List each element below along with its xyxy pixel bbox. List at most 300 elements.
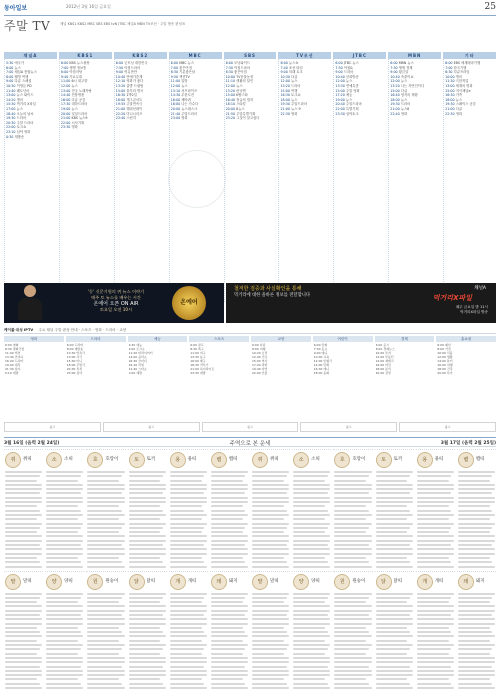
cable-column-header: 홈쇼핑 (436, 336, 496, 342)
fortune-entry (210, 449, 249, 568)
channel-header: MBN (388, 52, 441, 59)
fortune-entry (128, 571, 167, 690)
program-time: 8:30 (170, 70, 179, 75)
fortune-date-left: 3월 16일 (음력 2월 24일) (4, 441, 60, 446)
program-title: 런닝맨 (236, 88, 246, 93)
zodiac-animal-icon: 말 (252, 574, 268, 590)
program-time: 22:00 (60, 120, 71, 125)
zodiac-name: 토끼 (393, 457, 403, 462)
cable-schedule (128, 342, 188, 422)
cable-schedule (375, 342, 435, 422)
program-title: 시사기획 (71, 120, 85, 125)
channel-header: KBS2 (114, 52, 167, 59)
program-title: 대하드라마 (71, 102, 88, 107)
zodiac-animal-icon: 쥐 (252, 452, 268, 468)
cable-program-row: 20:00 특가 (437, 371, 453, 375)
zodiac-animal-icon: 토 (376, 452, 392, 468)
cable-column-header: 예능 (128, 336, 188, 342)
fortune-entry (251, 571, 290, 690)
program-title: 1박2일 (126, 93, 137, 98)
presenter-figure (18, 285, 42, 321)
fortune-text-block (129, 593, 166, 690)
program-time: 15:00 (335, 88, 345, 93)
program-time: 19:55 (115, 102, 126, 107)
channel-column (4, 52, 57, 302)
fortune-entry (375, 449, 414, 568)
fortune-grid (4, 449, 496, 689)
zodiac-name: 말띠 (23, 578, 32, 584)
cable-column-header: 어린이 (313, 336, 373, 342)
program-title: 연예가중계 (126, 74, 143, 79)
xfile-ad-headline: 철저한 검증과 사실확인을 통해 (234, 286, 302, 292)
cable-column (251, 336, 311, 422)
channel-header: JTBC (333, 52, 386, 59)
cable-program-row: 16:20 드라마 (5, 359, 24, 363)
cable-program-row: 19:00 대작 (5, 363, 21, 367)
program-title: 뉴스 (16, 106, 23, 111)
cable-column-header: 스포츠 (189, 336, 249, 342)
program-time: 7:30 (335, 65, 343, 70)
channel-a-tag: 채널A (474, 286, 486, 291)
fortune-text-block (252, 593, 289, 690)
fortune-entry (292, 571, 331, 690)
program-title: 뉴스 (291, 79, 298, 84)
program-title: 다큐 (455, 106, 463, 111)
program-row (6, 135, 56, 140)
program-title: K팝스타 (236, 93, 248, 98)
program-time: 13:10 (170, 88, 181, 93)
channel-schedule (114, 59, 167, 302)
program-title: 기분좋은날 (179, 70, 196, 75)
program-time: 23:30 (335, 111, 345, 116)
program-title: 웰빙 여행 (14, 74, 29, 79)
cable-program-row: 22:00 인물 (252, 371, 268, 375)
fortune-text-block (293, 471, 330, 568)
zodiac-name: 뱀띠 (475, 457, 485, 462)
program-title: 뉴스쇼 (288, 61, 299, 65)
cable-program-row: 16:00 마감 (375, 363, 391, 367)
fortune-text-block (417, 471, 454, 568)
program-title: 다큐 (291, 74, 298, 79)
cable-program-row: 23:00 심야 (66, 371, 83, 375)
fortune-text-block (376, 471, 413, 568)
zodiac-animal-icon: 양 (46, 574, 62, 590)
zodiac-name: 뱀띠 (228, 457, 238, 462)
program-title: 생생 정보통 (69, 65, 87, 70)
program-title: 뉴스 9 (291, 106, 301, 111)
program-row (226, 116, 276, 121)
cable-column (66, 336, 126, 422)
cable-grid (4, 336, 496, 422)
program-title: 예능 (345, 93, 353, 98)
issue-date: 2012년 3월 16일 금요일 (66, 4, 111, 9)
cable-program-row: 13:30 농구 (190, 355, 206, 359)
program-time: 6:00 (335, 61, 343, 65)
channel-schedule (278, 59, 331, 302)
program-time: 13:20 (115, 83, 126, 88)
program-time: 10:30 (6, 83, 16, 88)
cable-program-row: 6:00 패션 (437, 343, 451, 347)
program-title: 드라마 (400, 102, 411, 107)
channel-column (443, 52, 496, 302)
program-row (335, 112, 385, 117)
channel-schedule (443, 59, 496, 302)
zodiac-animal-icon: 개 (170, 574, 186, 590)
program-time: 13:20 (280, 83, 290, 88)
program-time: 19:30 (390, 102, 400, 107)
cable-program-row: 16:30 애니 (313, 367, 330, 371)
program-title: 이영돈 PD (16, 83, 32, 88)
program-title: 뉴스 (455, 97, 463, 102)
cable-program-row: 9:00 토크쇼 (128, 347, 145, 351)
program-title: 무한도전 (181, 93, 194, 98)
program-title: 다큐프라임 (453, 70, 470, 75)
program-time: 6:00 (445, 61, 453, 65)
cable-program-row: 12:00 부동산 (375, 355, 394, 359)
cable-schedule (4, 342, 64, 422)
program-time: 21:00 (115, 106, 126, 111)
program-time: 7:00 (60, 65, 69, 70)
cable-program-row: 18:00 분석 (375, 367, 391, 371)
program-title: 나는 자연인이다 (400, 83, 425, 88)
program-time: 12:10 (115, 79, 126, 84)
channel-column (278, 52, 331, 302)
program-time: 22:00 (335, 106, 345, 111)
program-title: 정글의 법칙 (236, 97, 254, 102)
program-time: 15:00 (445, 88, 455, 93)
cable-column-header: 교양 (251, 336, 311, 342)
cable-program-row: 13:40 코미디 (5, 355, 24, 359)
fortune-text-block (211, 471, 248, 568)
program-title: 아침마당 (69, 70, 83, 75)
program-time: 18:10 (225, 102, 236, 107)
fortune-entry (4, 571, 43, 690)
program-time: 8:00 (60, 70, 69, 75)
zodiac-animal-icon: 호 (334, 452, 350, 468)
program-time: 6:00 (60, 61, 69, 65)
program-time: 11:40 (6, 88, 16, 93)
program-time: 11:30 (445, 79, 455, 84)
program-title: MBC 뉴스 (179, 61, 194, 65)
cable-program-row: 0:00 재방 (128, 371, 142, 375)
fortune-entry (333, 571, 372, 690)
program-time: 10:00 (445, 74, 455, 79)
channel-schedule (224, 59, 277, 302)
fortune-text-block (170, 471, 207, 568)
fortune-entry (86, 571, 125, 690)
program-title: 서프라이즈 (181, 88, 198, 93)
program-title: 개그콘서트 (126, 97, 143, 102)
cable-program-row: 10:00 투자 (375, 351, 391, 355)
program-row (280, 112, 330, 117)
program-time: 20:00 (225, 106, 236, 111)
cable-column (436, 336, 496, 422)
program-time: 18:00 (170, 102, 181, 107)
fortune-text-block (5, 471, 42, 568)
zodiac-animal-icon: 양 (293, 574, 309, 590)
channel-column (224, 52, 277, 302)
channel-strip: 채널 KBS1 KBS2 MBC SBS EBS tvN JTBC 채널A MBN TV조선 · 주말 방송 편성표 (60, 22, 186, 26)
fortune-text-block (334, 471, 371, 568)
program-time: 11:00 (170, 79, 181, 84)
zodiac-animal-icon: 뱀 (458, 452, 474, 468)
program-title: 아침드라마 (234, 65, 250, 70)
zodiac-animal-icon: 뱀 (211, 452, 227, 468)
program-title: 영화 (291, 111, 298, 116)
cable-program-row: 12:00 생활 (437, 355, 453, 359)
program-time: 6:00 (390, 61, 398, 65)
program-time: 22:00 (6, 125, 16, 130)
cable-column-header: 드라마 (66, 336, 126, 342)
cable-program-row: 15:00 역사 (252, 359, 268, 363)
program-title: 드라마 (291, 83, 301, 88)
program-time: 9:00 (280, 70, 288, 75)
small-ad[interactable]: 광고 (300, 422, 397, 432)
program-row (61, 125, 111, 130)
program-title: 스펀지 (126, 116, 136, 121)
program-time: 9:40 (60, 74, 69, 79)
program-time: 21:00 (445, 106, 455, 111)
program-title: 뉴스 (345, 97, 353, 102)
program-time: 17:20 (335, 93, 345, 98)
program-title: 여행 (291, 88, 298, 93)
program-time: 9:00 (115, 70, 124, 75)
cable-program-row: 19:10 리얼 (128, 363, 144, 367)
cable-program-row: 23:30 재방 (190, 371, 206, 375)
zodiac-name: 양띠 (64, 578, 73, 584)
cable-column (313, 336, 373, 422)
program-title: 뉴스 (400, 97, 408, 102)
program-title: 전국 노래자랑 (71, 88, 92, 93)
program-time: 10:30 (280, 74, 290, 79)
program-time: 12:00 (335, 79, 345, 84)
program-time: 12:00 (60, 83, 71, 88)
program-title: 속풀이쇼 (400, 74, 414, 79)
program-title: 일일드라마 (71, 111, 88, 116)
program-time: 7:00 (170, 65, 179, 70)
zodiac-animal-icon: 소 (293, 452, 309, 468)
zodiac-name: 용띠 (434, 457, 444, 462)
program-time: 13:00 (60, 88, 71, 93)
cable-column (128, 336, 188, 422)
program-time: 16:00 (170, 97, 181, 102)
zodiac-animal-icon: 토 (129, 452, 145, 468)
fortune-entry (457, 571, 496, 690)
cable-program-row: 6:00 증시 (375, 343, 389, 347)
program-time: 22:30 (445, 111, 455, 116)
program-time: 0:30 (6, 134, 14, 139)
cable-section-text: 주요 채널 주말 편성 안내 · 스포츠 · 영화 · 드라마 · 교양 (38, 328, 127, 332)
program-time: 19:30 (445, 102, 455, 107)
fortune-entry (169, 571, 208, 690)
program-time: 13:30 (335, 83, 345, 88)
cable-program-row: 8:00 가전 (437, 347, 451, 351)
program-title: 심야 영화 (16, 129, 31, 134)
cable-program-row: 21:00 하이라이트 (190, 367, 215, 371)
zodiac-name: 돼지 (475, 578, 485, 584)
program-title: 영화 (400, 111, 408, 116)
cable-program-row: 9:00 애니 (313, 351, 328, 355)
fortune-text-block (334, 593, 371, 690)
program-time: 5:30 (6, 61, 14, 65)
zodiac-animal-icon: 말 (5, 574, 21, 590)
program-time: 22:30 (280, 111, 290, 116)
cable-program-row: 18:00 주말극 (66, 363, 86, 367)
fortune-entry (86, 449, 125, 568)
program-time: 8:30 (445, 70, 453, 75)
program-time: 17:30 (60, 102, 71, 107)
cable-program-row: 11:20 버라이어티 (128, 351, 153, 355)
program-title: MBN 뉴스 (398, 61, 414, 65)
xfile-note-2: 먹거리X파일 방송 (460, 310, 488, 314)
cable-program-row: 18:00 건강 (437, 367, 453, 371)
program-time: 15:00 (225, 93, 236, 98)
channel-grid (4, 52, 496, 302)
zodiac-animal-icon: 호 (87, 452, 103, 468)
onair-logo: 온에어 (172, 286, 206, 320)
fortune-title: 주역으로 본 운세 (229, 441, 271, 447)
fortune-entry (292, 449, 331, 568)
program-title: 드라마 (16, 116, 27, 121)
channel-schedule (4, 59, 57, 302)
section-title: 주말 TV (4, 19, 51, 33)
program-title: 주말 드라마 (16, 120, 34, 125)
program-title: 다큐 스페셜 (14, 79, 32, 84)
food-xfile-advertisement[interactable] (226, 283, 496, 323)
fortune-text-block (458, 471, 495, 568)
small-ad[interactable]: 광고 (202, 422, 299, 432)
program-time: 6:00 (115, 61, 124, 65)
channel-schedule (388, 59, 441, 302)
program-time: 18:00 (280, 97, 290, 102)
channel-header: KBS1 (59, 52, 112, 59)
fortune-header (4, 437, 496, 447)
program-title: 불후의 명곡 (126, 88, 144, 93)
small-ad[interactable]: 광고 (103, 422, 200, 432)
fortune-text-block (5, 593, 42, 690)
cable-program-row: 10:20 요리 (252, 351, 268, 355)
program-title: 8뉴스 (236, 106, 245, 111)
program-title: 출발 드림팀 (126, 83, 144, 88)
fortune-text-block (170, 593, 207, 690)
cable-program-row: 6:00 드라마 (66, 343, 84, 347)
program-title: 명의 (16, 97, 23, 102)
program-title: 주말특별기획 (236, 111, 256, 116)
program-title: 영화가 좋다 (126, 79, 144, 84)
program-title: 좋은아침 (179, 65, 192, 70)
program-time: 21:40 (170, 111, 181, 116)
fortune-text-block (87, 471, 124, 568)
program-title: 미래 토크 (288, 70, 303, 75)
zodiac-name: 개띠 (434, 578, 444, 584)
program-time: 18:40 (6, 111, 16, 116)
program-time: 20:40 (335, 102, 345, 107)
program-time: 6:00 (6, 65, 14, 70)
cable-schedule (66, 342, 126, 422)
onair-ad-line3: 온에어 오픈 ON AIR (93, 301, 139, 307)
fortune-entry (169, 449, 208, 568)
cable-column (4, 336, 64, 422)
zodiac-animal-icon: 돼 (211, 574, 227, 590)
channel-column (333, 52, 386, 302)
fortune-entry (210, 571, 249, 690)
program-title: 뉴스 (345, 79, 353, 84)
page-number: 25 (484, 2, 496, 12)
program-time: 18:00 (390, 97, 400, 102)
newspaper-brand: 동아일보 (4, 5, 28, 12)
fortune-entry (251, 449, 290, 568)
zodiac-animal-icon: 개 (417, 574, 433, 590)
zodiac-name: 호랑이 (352, 457, 366, 462)
cable-program-row: 17:20 과학 (252, 363, 268, 367)
program-time: 13:20 (225, 88, 236, 93)
fortune-text-block (376, 593, 413, 690)
program-title: 연예특종 (345, 83, 359, 88)
cable-program-row: 13:00 사극 (66, 355, 83, 359)
xfile-ad-notes (456, 305, 488, 315)
program-time: 21:50 (225, 111, 236, 116)
zodiac-name: 쥐띠 (270, 457, 279, 462)
cable-program-row: 11:00 야구 (190, 351, 206, 355)
program-title: 뉴스 (236, 83, 243, 88)
channel-column (388, 52, 441, 302)
program-row (116, 116, 166, 121)
program-title: 재방송 (14, 134, 25, 139)
program-title: 해피선데이 (126, 106, 143, 111)
cable-program-row: 0:10 재방 (5, 371, 19, 375)
zodiac-animal-icon: 쥐 (5, 452, 21, 468)
program-time: 17:00 (6, 106, 16, 111)
fortune-text-block (46, 593, 83, 690)
zodiac-animal-icon: 돼 (458, 574, 474, 590)
zodiac-animal-icon: 원 (334, 574, 350, 590)
cable-program-row: 14:00 뷰티 (437, 359, 453, 363)
fortune-text-block (87, 593, 124, 690)
program-time: 21:00 (60, 116, 71, 121)
program-time: 13:00 (445, 83, 455, 88)
program-time: 7:40 (280, 65, 288, 70)
program-time: 7:00 (6, 70, 14, 75)
zodiac-name: 용띠 (187, 457, 197, 462)
program-time: 23:20 (225, 116, 236, 121)
cable-program-row: 16:00 여행 (437, 363, 453, 367)
cable-program-row: 6:30 예능 (128, 343, 142, 347)
program-title: 다큐 (400, 88, 408, 93)
cable-program-row: 8:30 명화극장 (5, 347, 25, 351)
fortune-text-block (458, 593, 495, 690)
cable-program-row: 8:00 재방송 (66, 347, 84, 351)
program-title: 엄지의 제왕 (400, 93, 418, 98)
program-title: 미니시리즈 (126, 111, 143, 116)
onair-advertisement[interactable] (4, 283, 224, 323)
small-ad[interactable]: 광고 (4, 422, 101, 432)
channel-header: 채널A (4, 52, 57, 59)
program-time: 11:00 (60, 79, 71, 84)
cable-program-row: 11:00 액션 (5, 351, 21, 355)
cable-program-row: 8:00 여행 (252, 347, 266, 351)
program-title: 스타킹 (236, 102, 246, 107)
program-title: 뉴스 와이드 (16, 93, 34, 98)
zodiac-name: 호랑이 (105, 457, 119, 462)
small-ad[interactable]: 광고 (399, 422, 496, 432)
program-title: 생생 경제 (398, 65, 413, 70)
program-time: 15:00 (280, 88, 290, 93)
channel-header: TV조선 (278, 52, 331, 59)
program-time: 7:50 (115, 65, 124, 70)
program-time: 18:00 (445, 97, 455, 102)
program-time: 16:40 (390, 93, 400, 98)
program-title: 세바퀴 (181, 97, 191, 102)
